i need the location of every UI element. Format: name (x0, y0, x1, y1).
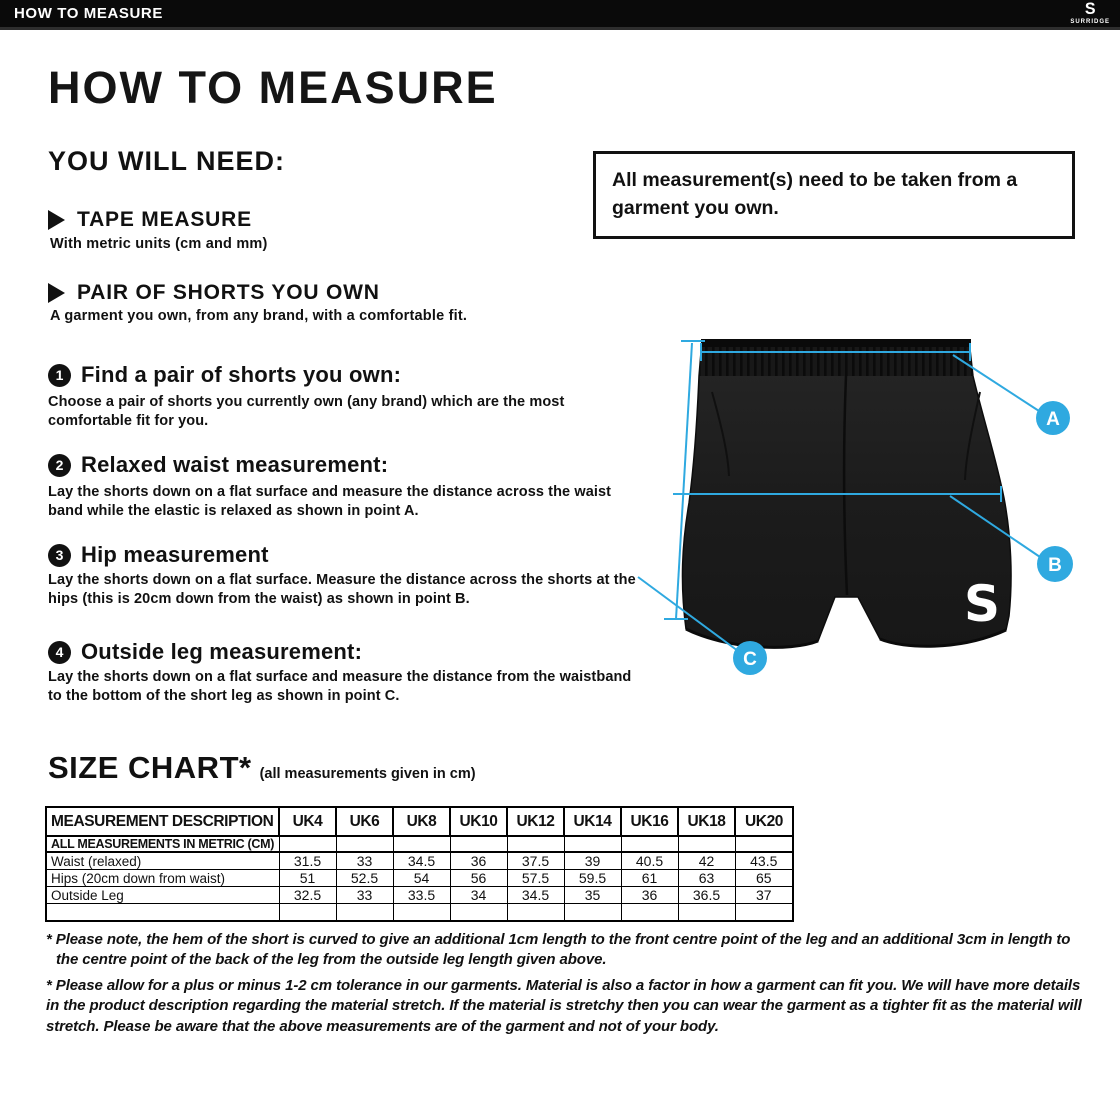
cell-value: 56 (450, 870, 507, 887)
cell-value: 57.5 (507, 870, 564, 887)
page-title: HOW TO MEASURE (48, 62, 498, 113)
cell-value: 63 (678, 870, 735, 887)
col-header: MEASUREMENT DESCRIPTION (46, 807, 279, 836)
shorts-diagram-svg (628, 330, 1080, 682)
cell-value: 36 (621, 887, 678, 904)
step-4-number-badge: 4 (48, 641, 71, 664)
footnote-tolerance-note: * Please allow for a plus or minus 1-2 cm tolerance in our garments. Material is also a factor in how a garment can fit you. We will have more details in the product description regarding the material stretch. If the material is stretchy then you can wear the garment as a tighter fit as the material will stretch. Please be aware that the above measurements are of the garment and not of your body. (46, 977, 1082, 1035)
empty-cell (735, 836, 793, 852)
empty-cell (450, 904, 507, 921)
size-chart-table (45, 806, 794, 922)
triangle-bullet-icon (48, 210, 65, 230)
step-3-body: Lay the shorts down on a flat surface. Measure the distance across the shorts at the hips (this is 20cm down from the waist) as shown in point B. (48, 572, 636, 608)
marker-b-label: B (1048, 555, 1062, 576)
col-header: UK20 (735, 807, 793, 836)
cell-value: 31.5 (279, 852, 336, 870)
cell-value: 42 (678, 852, 735, 870)
col-header: UK14 (564, 807, 621, 836)
cell-value: 61 (621, 870, 678, 887)
empty-cell (393, 904, 450, 921)
col-header: UK16 (621, 807, 678, 836)
step-2-number-badge: 2 (48, 454, 71, 477)
cell-value: 34 (450, 887, 507, 904)
top-bar (0, 0, 1120, 30)
empty-cell (507, 836, 564, 852)
cell-value: 36 (450, 852, 507, 870)
empty-cell (450, 836, 507, 852)
step-2-body: Lay the shorts down on a flat surface and measure the distance across the waist band while the elastic is relaxed as shown in point A. (48, 484, 612, 520)
empty-cell (564, 836, 621, 852)
cell-value: 33 (336, 852, 393, 870)
col-header: UK10 (450, 807, 507, 836)
empty-cell (393, 836, 450, 852)
empty-cell (678, 904, 735, 921)
cell-value: 32.5 (279, 887, 336, 904)
size-chart-heading (48, 750, 476, 786)
table-row (46, 870, 793, 887)
col-header: UK6 (336, 807, 393, 836)
cell-value: 34.5 (507, 887, 564, 904)
size-chart-title: SIZE CHART* (48, 750, 252, 785)
cell-value: 34.5 (393, 852, 450, 870)
table-row (46, 852, 793, 870)
table-header-row (46, 807, 793, 836)
size-chart-subtitle: (all measurements given in cm) (259, 766, 476, 782)
empty-cell (279, 836, 336, 852)
cell-value: 54 (393, 870, 450, 887)
measurement-note-box: All measurement(s) need to be taken from a garment you own. (593, 151, 1075, 239)
col-header: UK12 (507, 807, 564, 836)
col-header: UK8 (393, 807, 450, 836)
cell-value: 37.5 (507, 852, 564, 870)
col-header: UK18 (678, 807, 735, 836)
step-1-number-badge: 1 (48, 364, 71, 387)
need-item-label: TAPE MEASURE (77, 208, 252, 231)
row-label: Waist (relaxed) (46, 852, 279, 870)
empty-cell (507, 904, 564, 921)
surridge-s-icon: S (1084, 0, 1096, 19)
section-label: ALL MEASUREMENTS IN METRIC (CM) (46, 836, 279, 852)
marker-c-label: C (743, 649, 757, 670)
step-3-title-text: Hip measurement (81, 542, 269, 567)
cell-value: 36.5 (678, 887, 735, 904)
footnote-hem-note: * Please note, the hem of the short is curved to give an additional 1cm length to the front centre point of the leg and an additional 3cm in length to the centre point of the back of the leg from the outside leg length given above. (46, 931, 1071, 969)
step-2-title-text: Relaxed waist measurement: (81, 452, 389, 477)
empty-cell (46, 904, 279, 921)
cell-value: 33.5 (393, 887, 450, 904)
shorts-leg-logo-icon: S (963, 575, 1001, 633)
cell-value: 59.5 (564, 870, 621, 887)
cell-value: 39 (564, 852, 621, 870)
triangle-bullet-icon (48, 283, 65, 303)
col-header: UK4 (279, 807, 336, 836)
cell-value: 51 (279, 870, 336, 887)
row-label: Outside Leg (46, 887, 279, 904)
surridge-logo (1070, 2, 1120, 25)
step-4-title (48, 639, 362, 665)
cell-value: 43.5 (735, 852, 793, 870)
row-label: Hips (20cm down from waist) (46, 870, 279, 887)
step-2-title (48, 452, 388, 478)
step-4-body: Lay the shorts down on a flat surface and measure the distance from the waistband to the bottom of the short leg as shown in point C. (48, 669, 632, 705)
step-1-body: Choose a pair of shorts you currently own (any brand) which are the most comfortable fit for you. (48, 394, 565, 430)
marker-a-label: A (1046, 409, 1060, 430)
cell-value: 37 (735, 887, 793, 904)
empty-cell (279, 904, 336, 921)
empty-cell (735, 904, 793, 921)
surridge-brand-text: SURRIDGE (1070, 19, 1110, 25)
step-1-title (48, 362, 401, 388)
table-empty-row (46, 904, 793, 921)
step-3-title (48, 542, 269, 568)
need-item-label: PAIR OF SHORTS YOU OWN (77, 281, 380, 304)
cell-value: 65 (735, 870, 793, 887)
cell-value: 52.5 (336, 870, 393, 887)
step-3-number-badge: 3 (48, 544, 71, 567)
cell-value: 40.5 (621, 852, 678, 870)
need-item-shorts (48, 281, 380, 305)
table-section-row (46, 836, 793, 852)
you-will-need-heading: YOU WILL NEED: (48, 146, 286, 176)
need-item-tape-measure (48, 208, 252, 232)
top-bar-title: HOW TO MEASURE (14, 5, 163, 22)
step-4-title-text: Outside leg measurement: (81, 639, 363, 664)
cell-value: 35 (564, 887, 621, 904)
empty-cell (336, 904, 393, 921)
need-item-desc: A garment you own, from any brand, with a comfortable fit. (50, 308, 468, 324)
empty-cell (336, 836, 393, 852)
empty-cell (564, 904, 621, 921)
empty-cell (678, 836, 735, 852)
empty-cell (621, 904, 678, 921)
cell-value: 33 (336, 887, 393, 904)
shorts-measurement-diagram (628, 330, 1080, 682)
need-item-desc: With metric units (cm and mm) (50, 236, 268, 252)
empty-cell (621, 836, 678, 852)
table-row (46, 887, 793, 904)
step-1-title-text: Find a pair of shorts you own: (81, 362, 402, 387)
